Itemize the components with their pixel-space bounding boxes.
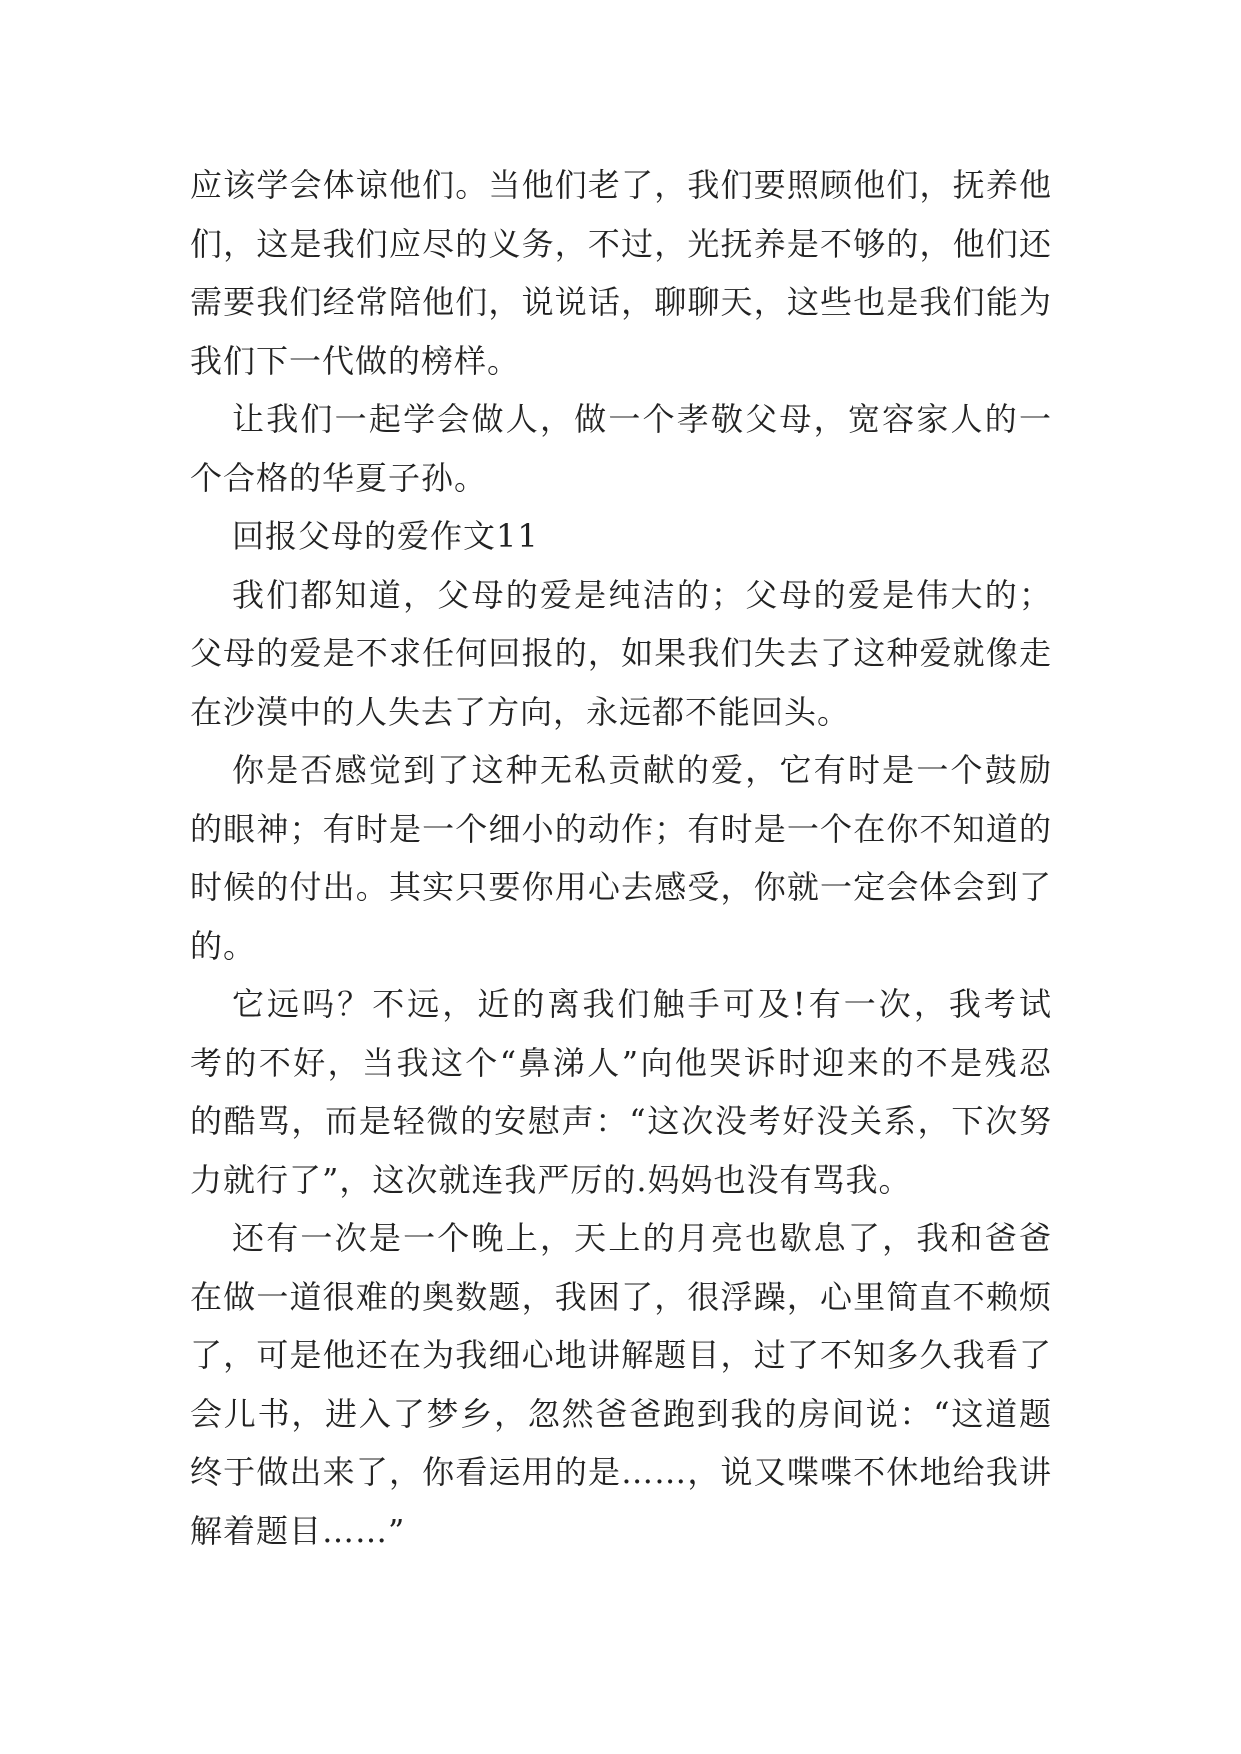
text-line: 们，这是我们应尽的义务，不过，光抚养是不够的，他们还 [190, 224, 1052, 263]
paragraph [190, 975, 1052, 1209]
text-line: 解着题目……” [190, 1511, 406, 1550]
text-line: 终于做出来了，你看运用的是……，说又喋喋不休地给我讲 [190, 1453, 1052, 1491]
text-line: 时候的付出。其实只要你用心去感受，你就一定会体会到了 [190, 868, 1052, 906]
article-title [190, 507, 1052, 566]
text-line: 的酷骂，而是轻微的安慰声：“这次没考好没关系，下次努 [190, 1102, 1052, 1140]
text-line: 它远吗？不远，近的离我们触手可及!有一次，我考试 [232, 985, 1052, 1023]
paragraph [190, 566, 1052, 742]
text-line: 应该学会体谅他们。当他们老了，我们要照顾他们，抚养他 [190, 166, 1052, 204]
paragraph [190, 741, 1052, 975]
text-line: 在做一道很难的奥数题，我困了，很浮躁，心里简直不赖烦 [190, 1277, 1052, 1316]
text-line: 让我们一起学会做人，做一个孝敬父母，宽容家人的一 [232, 400, 1052, 438]
text-line: 你是否感觉到了这种无私贡献的爱，它有时是一个鼓励 [232, 751, 1052, 789]
text-line: 在沙漠中的人失去了方向，永远都不能回头。 [190, 692, 851, 731]
text-line: 需要我们经常陪他们，说说话，聊聊天，这些也是我们能为 [190, 283, 1052, 321]
paragraph [190, 390, 1052, 507]
text-line: 的眼神；有时是一个细小的动作；有时是一个在你不知道的 [190, 809, 1052, 848]
text-line: 了，可是他还在为我细心地讲解题目，过了不知多久我看了 [190, 1336, 1052, 1374]
text-line: 父母的爱是不求任何回报的，如果我们失去了这种爱就像走 [190, 634, 1052, 672]
article-title-text: 回报父母的爱作文11 [232, 517, 539, 555]
paragraph [190, 1209, 1052, 1560]
text-line: 力就行了”，这次就连我严厉的.妈妈也没有骂我。 [190, 1160, 912, 1199]
text-line: 的。 [190, 926, 257, 965]
text-line: 考的不好，当我这个“鼻涕人”向他哭诉时迎来的不是残忍 [190, 1043, 1052, 1082]
text-line: 会儿书，进入了梦乡，忽然爸爸跑到我的房间说：“这道题 [190, 1394, 1052, 1433]
document-body [190, 156, 1052, 1560]
text-line: 还有一次是一个晚上，天上的月亮也歇息了，我和爸爸 [232, 1219, 1052, 1257]
text-line: 我们下一代做的榜样。 [190, 341, 521, 380]
paragraph [190, 156, 1052, 390]
text-line: 个合格的华夏子孙。 [190, 458, 488, 497]
text-line: 我们都知道，父母的爱是纯洁的；父母的爱是伟大的； [232, 575, 1052, 614]
